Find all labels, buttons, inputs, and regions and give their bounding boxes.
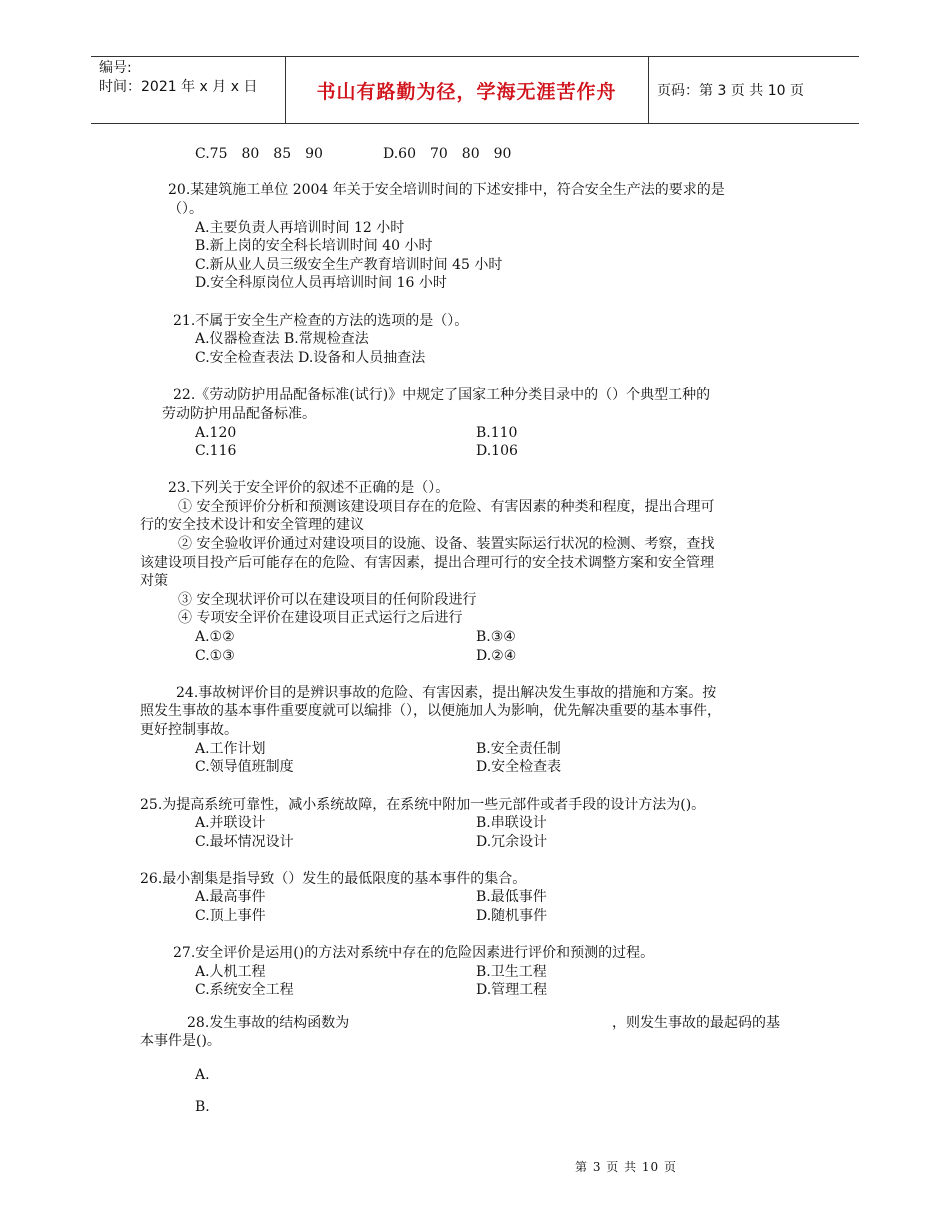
q26-option-b: B.最低事件 — [476, 889, 547, 905]
header-page-number: 页码：第 3 页 共 10 页 — [657, 83, 804, 99]
q23-item-3: ③ 安全现状评价可以在建设项目的任何阶段进行 — [178, 592, 477, 608]
q24-stem-cont2: 更好控制事故。 — [140, 722, 238, 738]
q23-stem: 23.下列关于安全评价的叙述不正确的是（）。 — [168, 480, 450, 496]
document-code-label: 编号: — [99, 60, 132, 76]
q22-option-a: A.120 — [195, 425, 237, 441]
q28-option-b: B. — [195, 1099, 210, 1115]
q23-option-a: A.①② — [195, 629, 235, 645]
q25-option-b: B.串联设计 — [476, 815, 547, 831]
q24-stem: 24.事故树评价目的是辨识事故的危险、有害因素，提出解决发生事故的措施和方案。按 — [176, 685, 717, 701]
q20-stem: 20.某建筑施工单位 2004 年关于安全培训时间的下述安排中，符合安全生产法的要求的是 — [168, 182, 725, 198]
q25-option-d: D.冗余设计 — [476, 834, 548, 850]
q19-option-c: C.75 80 85 90 — [195, 146, 323, 162]
q22-option-d: D.106 — [476, 443, 518, 459]
q23-item-1-cont: 行的安全技术设计和安全管理的建议 — [140, 517, 364, 533]
q21-stem: 21.不属于安全生产检查的方法的选项的是（）。 — [173, 313, 469, 329]
q25-stem: 25.为提高系统可靠性，减小系统故障，在系统中附加一些元部件或者手段的设计方法为()。 — [140, 797, 706, 813]
q28-stem: 28.发生事故的结构函数为 — [187, 1015, 350, 1031]
q28-stem-tail: ，则发生事故的最起码的基 — [612, 1015, 780, 1031]
q27-stem: 27.安全评价是运用()的方法对系统中存在的危险因素进行评价和预测的过程。 — [173, 945, 655, 961]
q28-stem-cont: 本事件是()。 — [140, 1033, 221, 1049]
q23-item-2-cont2: 对策 — [140, 573, 168, 589]
q26-stem: 26.最小割集是指导致（）发生的最低限度的基本事件的集合。 — [140, 871, 527, 887]
q20-option-d: D.安全科原岗位人员再培训时间 16 小时 — [195, 275, 447, 291]
q23-item-2-cont: 该建设项目投产后可能存在的危险、有害因素，提出合理可行的安全技术调整方案和安全管理 — [140, 555, 714, 571]
q24-option-c: C.领导值班制度 — [195, 759, 294, 775]
header-meta — [99, 59, 257, 97]
q24-option-a: A.工作计划 — [195, 741, 266, 757]
q20-stem-cont: （）。 — [168, 201, 203, 217]
q21-options-ab: A.仪器检查法 B.常规检查法 — [195, 331, 369, 347]
q20-option-a: A.主要负责人再培训时间 12 小时 — [195, 220, 405, 236]
q20-option-b: B.新上岗的安全科长培训时间 40 小时 — [195, 238, 433, 254]
q26-option-c: C.顶上事件 — [195, 908, 266, 924]
q20-option-c: C.新从业人员三级安全生产教育培训时间 45 小时 — [195, 257, 503, 273]
q27-option-a: A.人机工程 — [195, 964, 266, 980]
q25-option-c: C.最坏情况设计 — [195, 834, 294, 850]
header-divider — [648, 57, 649, 123]
q23-item-2: ② 安全验收评价通过对建设项目的设施、设备、装置实际运行状况的检测、考察，查找 — [178, 536, 715, 552]
q23-item-1: ① 安全预评价分析和预测该建设项目存在的危险、有害因素的种类和程度，提出合理可 — [178, 499, 715, 515]
q23-option-b: B.③④ — [476, 629, 516, 645]
q27-option-b: B.卫生工程 — [476, 964, 547, 980]
q19-option-d: D.60 70 80 90 — [383, 146, 512, 162]
q25-option-a: A.并联设计 — [195, 815, 266, 831]
page-header — [91, 56, 859, 124]
header-motto: 书山有路勤为径，学海无涯苦作舟 — [316, 81, 617, 103]
q26-option-a: A.最高事件 — [195, 889, 266, 905]
q26-option-d: D.随机事件 — [476, 908, 548, 924]
q23-item-4: ④ 专项安全评价在建设项目正式运行之后进行 — [178, 610, 463, 626]
q27-option-d: D.管理工程 — [476, 982, 548, 998]
q24-option-d: D.安全检查表 — [476, 759, 562, 775]
q22-stem-cont: 劳动防护用品配备标准。 — [162, 406, 316, 422]
q21-options-cd: C.安全检查表法 D.设备和人员抽查法 — [195, 350, 426, 366]
page-footer: 第 3 页 共 10 页 — [575, 1160, 677, 1174]
q22-option-b: B.110 — [476, 425, 518, 441]
q28-option-a: A. — [195, 1067, 210, 1083]
q27-option-c: C.系统安全工程 — [195, 982, 294, 998]
q24-stem-cont: 照发生事故的基本事件重要度就可以编排（），以便施加人为影响，优先解决重要的基本事件， — [140, 703, 721, 719]
q22-stem: 22.《劳动防护用品配备标准(试行)》中规定了国家工种分类目录中的（）个典型工种的 — [173, 387, 711, 403]
q22-option-c: C.116 — [195, 443, 237, 459]
q23-option-d: D.②④ — [476, 648, 517, 664]
q24-option-b: B.安全责任制 — [476, 741, 561, 757]
document-date: 时间：2021 年 x 月 x 日 — [99, 79, 258, 95]
q23-option-c: C.①③ — [195, 648, 235, 664]
